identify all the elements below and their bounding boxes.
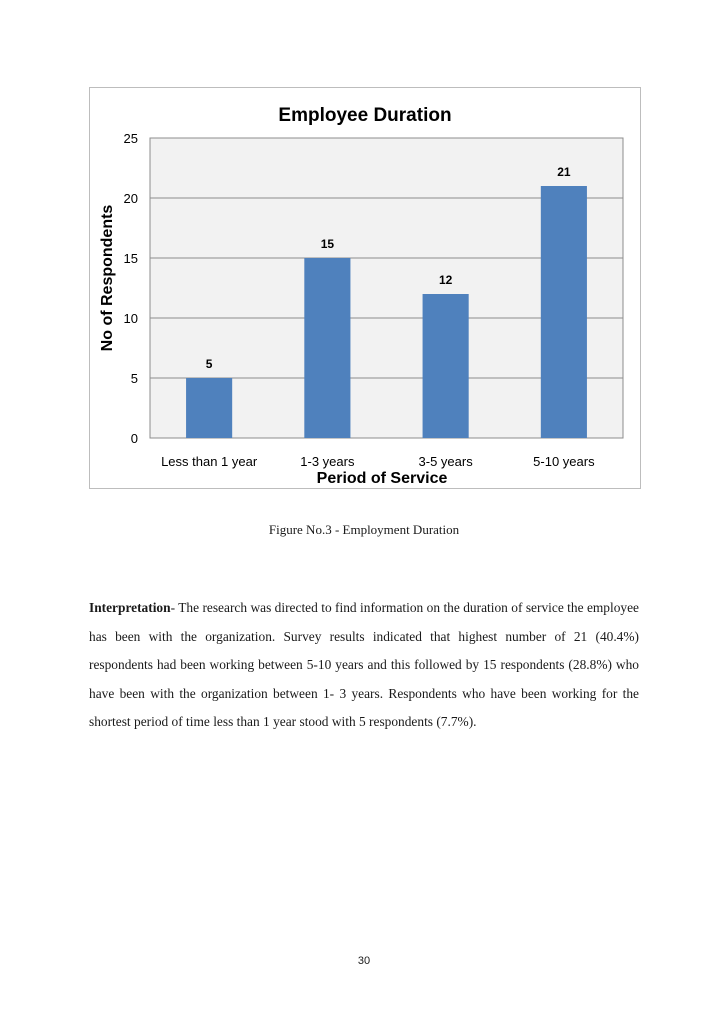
y-tick-label: 20	[123, 191, 138, 206]
data-label: 15	[320, 237, 335, 251]
x-axis-title: Period of Service	[316, 470, 448, 487]
interpretation-paragraph	[89, 594, 639, 737]
interpretation-text: - The research was directed to find information on the duration of service the employee has been with the organization. Survey results indicated that highest number of 21 (40.4%) respondents had been working between 5-10 years and this followed by 15 respondents (28.8%) who have been with the organization between 1- 3 years. Respondents who have been working for the shortest period of time less than 1 year stood with 5 respondents (7.7%).	[89, 600, 639, 729]
bar	[186, 378, 232, 438]
chart-container	[89, 87, 641, 489]
bar	[304, 258, 350, 438]
y-axis-title: No of Respondents	[99, 204, 116, 352]
x-tick-labels	[161, 454, 595, 469]
bar	[423, 294, 469, 438]
y-tick-label: 10	[123, 311, 138, 326]
y-tick-label: 5	[130, 371, 138, 386]
y-tick-label: 0	[130, 431, 138, 446]
data-label: 21	[557, 165, 571, 179]
bar-chart	[90, 88, 640, 488]
interpretation-heading: Interpretation	[89, 600, 171, 615]
figure-caption: Figure No.3 - Employment Duration	[268, 522, 460, 537]
bar	[541, 186, 587, 438]
x-tick-label: 3-5 years	[418, 454, 473, 469]
x-tick-label: Less than 1 year	[161, 454, 258, 469]
data-label: 12	[438, 273, 453, 287]
y-tick-labels	[124, 131, 138, 446]
x-tick-label: 5-10 years	[533, 454, 595, 469]
y-tick-label: 15	[123, 251, 138, 266]
x-tick-label: 1-3 years	[300, 454, 355, 469]
chart-title: Employee Duration	[278, 105, 452, 126]
y-tick-label: 25	[123, 131, 138, 146]
page-number: 30	[357, 955, 371, 967]
data-label: 5	[205, 357, 213, 371]
